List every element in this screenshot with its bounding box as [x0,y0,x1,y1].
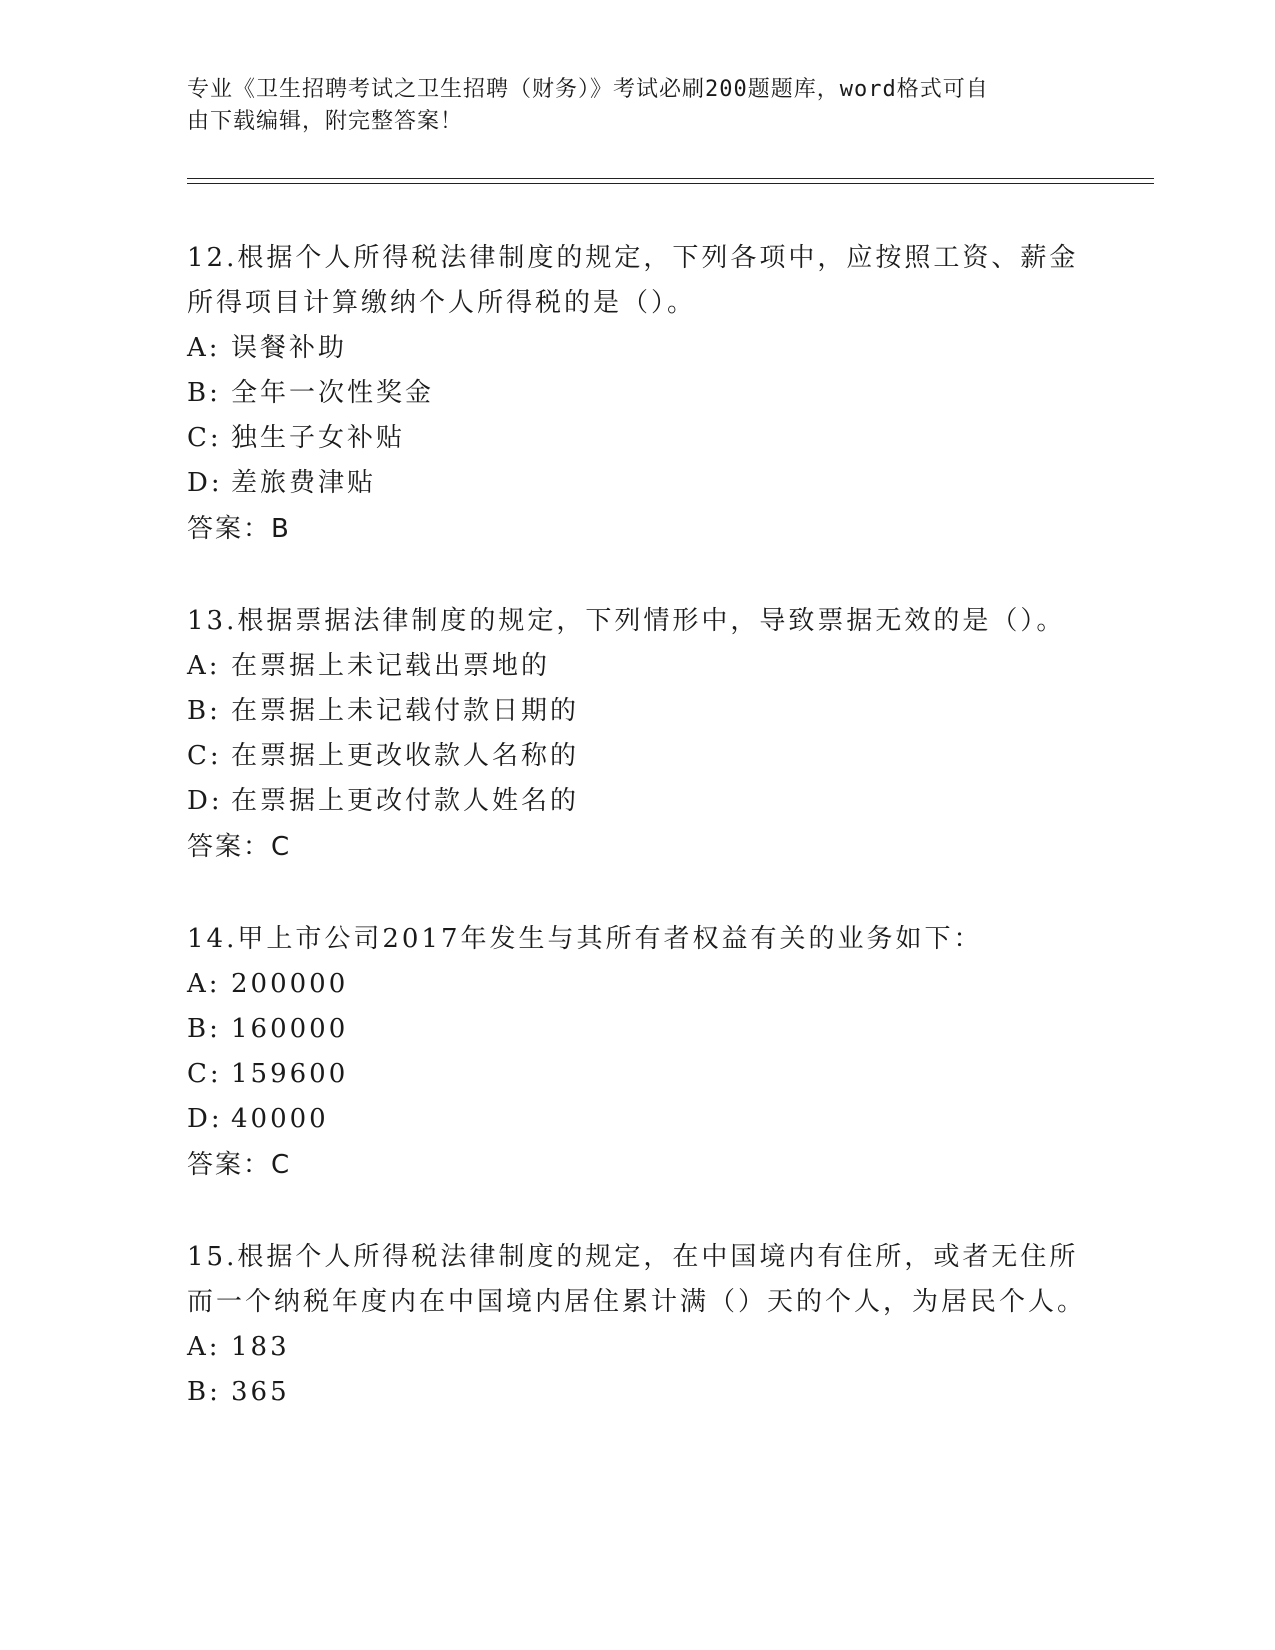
option-letter: D: [187,1104,223,1134]
option-d [187,1097,1087,1142]
option-text: 200000 [231,969,349,999]
option-letter: A: [187,651,221,681]
document-header: 专业《卫生招聘考试之卫生招聘（财务）》考试必刷200题题库，word格式可自 由下载编辑，附完整答案！ [187,77,989,134]
option-text: 在票据上更改收款人名称的 [231,741,580,771]
option-a [187,1325,1087,1370]
option-letter: A: [187,333,221,363]
question-text: 13.根据票据法律制度的规定，下列情形中，导致票据无效的是（）。 [187,606,1066,636]
option-text: 独生子女补贴 [231,423,406,453]
option-b [187,371,1087,416]
option-letter: D: [187,786,223,816]
option-b [187,689,1087,734]
option-c [187,416,1087,461]
option-text: 在票据上更改付款人姓名的 [231,786,580,816]
option-letter: A: [187,1332,221,1362]
option-letter: C: [187,1059,222,1089]
option-letter: A: [187,969,221,999]
header-divider-top [187,178,1154,179]
option-letter: B: [187,378,221,408]
option-letter: B: [187,1014,221,1044]
answer-text: 答案：C [187,832,292,862]
option-text: 160000 [231,1014,349,1044]
option-text: 40000 [231,1104,329,1134]
option-b [187,1370,1087,1415]
option-a [187,962,1087,1007]
option-text: 全年一次性奖金 [231,378,435,408]
option-text: 差旅费津贴 [231,468,377,498]
option-a [187,326,1087,371]
option-a [187,644,1087,689]
header-divider-bottom [187,183,1154,184]
option-b [187,1007,1087,1052]
question-13 [187,599,1087,871]
question-12 [187,236,1087,553]
option-text: 在票据上未记载付款日期的 [231,696,580,726]
question-text: 15.根据个人所得税法律制度的规定，在中国境内有住所，或者无住所而一个纳税年度内在中国境内居住累计满（）天的个人，为居民个人。 [187,1242,1087,1317]
question-text: 12.根据个人所得税法律制度的规定，下列各项中，应按照工资、薪金所得项目计算缴纳个人所得税的是（）。 [187,243,1079,318]
option-letter: C: [187,741,222,771]
question-text: 14.甲上市公司2017年发生与其所有者权益有关的业务如下： [187,924,983,954]
option-c [187,1052,1087,1097]
option-text: 159600 [231,1059,349,1089]
question-15 [187,1235,1087,1415]
question-list [187,236,1087,1461]
option-letter: B: [187,696,221,726]
option-text: 在票据上未记载出票地的 [231,651,551,681]
question-14 [187,917,1087,1189]
answer-text: 答案：C [187,1150,292,1180]
option-d [187,461,1087,506]
option-text: 误餐补助 [231,333,348,363]
option-text: 365 [231,1377,290,1407]
option-letter: B: [187,1377,221,1407]
option-letter: D: [187,468,223,498]
option-text: 183 [231,1332,290,1362]
option-d [187,779,1087,824]
option-letter: C: [187,423,222,453]
answer-text: 答案：B [187,514,291,544]
option-c [187,734,1087,779]
